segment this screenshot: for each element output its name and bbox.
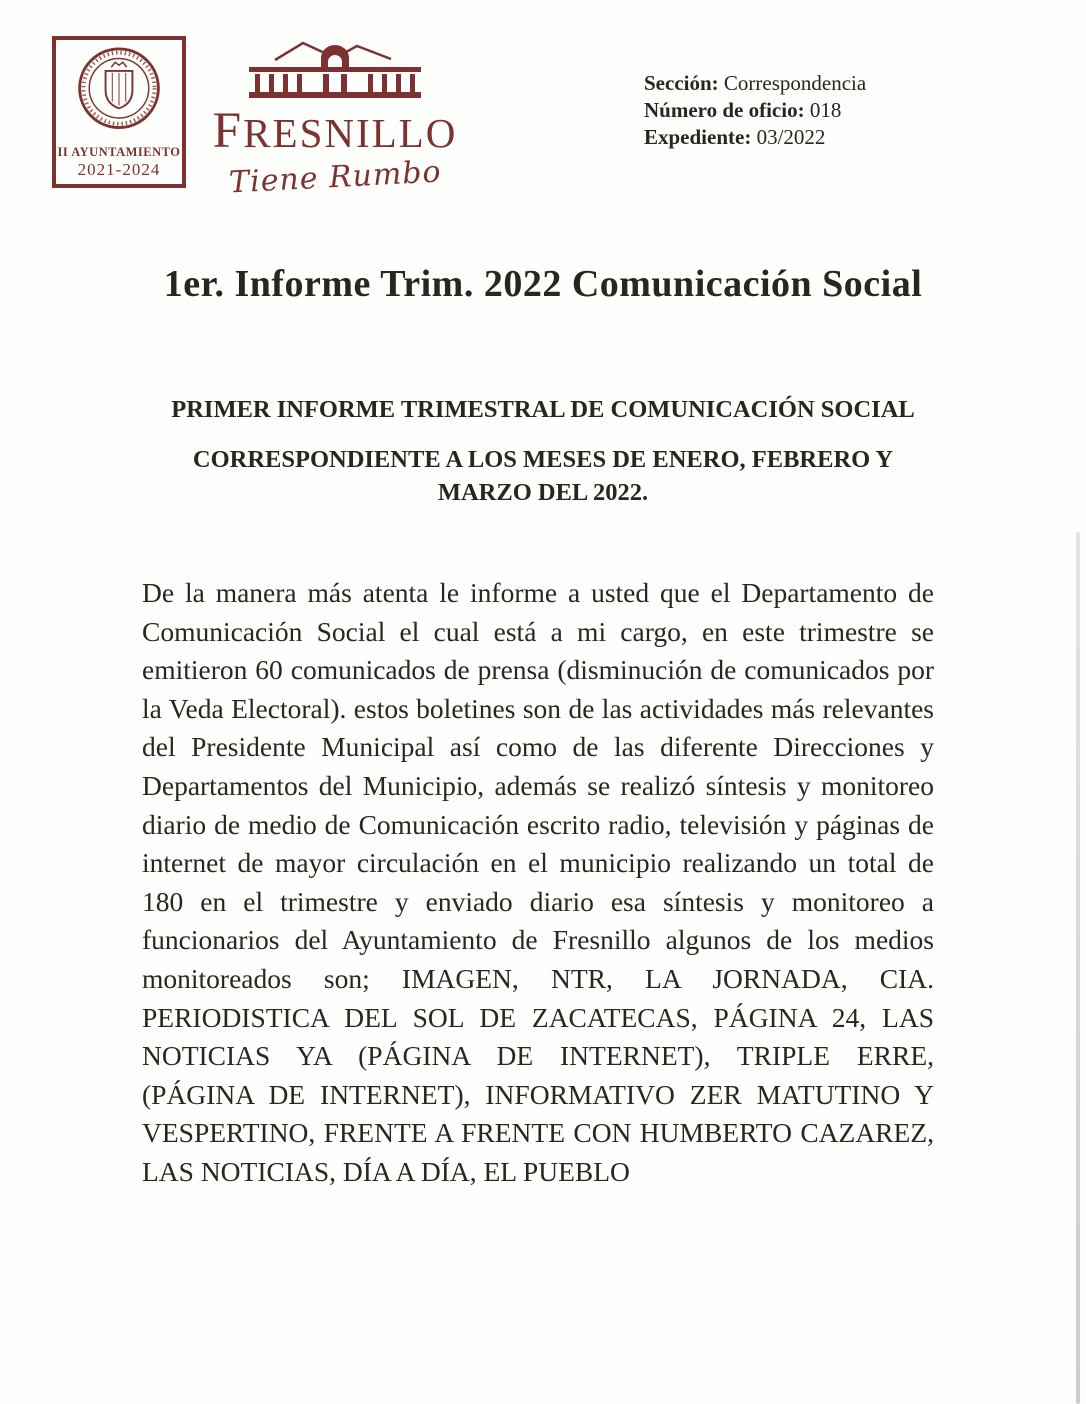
municipal-seal xyxy=(52,36,186,188)
expediente-value: 03/2022 xyxy=(756,125,826,149)
seal-caption xyxy=(58,145,181,180)
coat-of-arms-icon xyxy=(71,44,167,144)
seal-caption-line2: 2021-2024 xyxy=(77,160,161,179)
fresnillo-wordmark: FRESNILLO xyxy=(212,102,458,159)
correspondence-meta xyxy=(644,70,866,151)
fresnillo-tagline: Tiene Rumbo xyxy=(227,154,443,201)
meta-row-oficio xyxy=(644,97,866,124)
document-subtitle xyxy=(133,393,953,509)
oficio-value: 018 xyxy=(809,98,842,122)
body-paragraph: De la manera más atenta le informe a usted que el Departamento de Comunicación Social el cual está a mi cargo, en este trimestre se emitieron 60 comunicados de prensa (disminución de comunicados por la Veda Electoral). estos boletines son de las actividades más relevantes del Presidente Municipal así como de las diferente Direcciones y Departamentos del Municipio, además se realizó síntesis y monitoreo diario de medio de Comunicación escrito radio, televisión y páginas de internet de mayor circulación en el municipio realizando un total de 180 en el trimestre y enviado diario esa síntesis y monitoreo a funcionarios del Ayuntamiento de Fresnillo algunos de los medios monitoreados son; IMAGEN, NTR, LA JORNADA, CIA. PERIODISTICA DEL SOL DE ZACATECAS, PÁGINA 24, LAS NOTICIAS YA (PÁGINA DE INTERNET), TRIPLE ERRE, (PÁGINA DE INTERNET), INFORMATIVO ZER MATUTINO Y VESPERTINO, FRENTE A FRENTE CON HUMBERTO CAZAREZ, LAS NOTICIAS, DÍA A DÍA, EL PUEBLO xyxy=(142,577,934,1187)
oficio-label: Número de oficio: xyxy=(644,98,805,122)
seccion-value: Correspondencia xyxy=(723,71,867,95)
scan-edge-artifact xyxy=(1076,532,1080,1404)
subtitle-line2: CORRESPONDIENTE A LOS MESES DE ENERO, FEBRERO Y xyxy=(192,446,894,473)
subtitle-line1: PRIMER INFORME TRIMESTRAL DE COMUNICACIÓN SOCIAL xyxy=(171,396,915,423)
seal-caption-line1: II AYUNTAMIENTO xyxy=(57,145,181,159)
expediente-label: Expediente: xyxy=(644,125,752,149)
bridge-icon xyxy=(244,38,426,104)
fresnillo-logo xyxy=(205,38,465,201)
meta-row-expediente xyxy=(644,124,866,151)
meta-row-seccion xyxy=(644,70,866,97)
subtitle-line3: MARZO DEL 2022. xyxy=(437,479,649,506)
seccion-label: Sección: xyxy=(644,71,719,95)
document-title: 1er. Informe Trim. 2022 Comunicación Social xyxy=(163,263,923,305)
